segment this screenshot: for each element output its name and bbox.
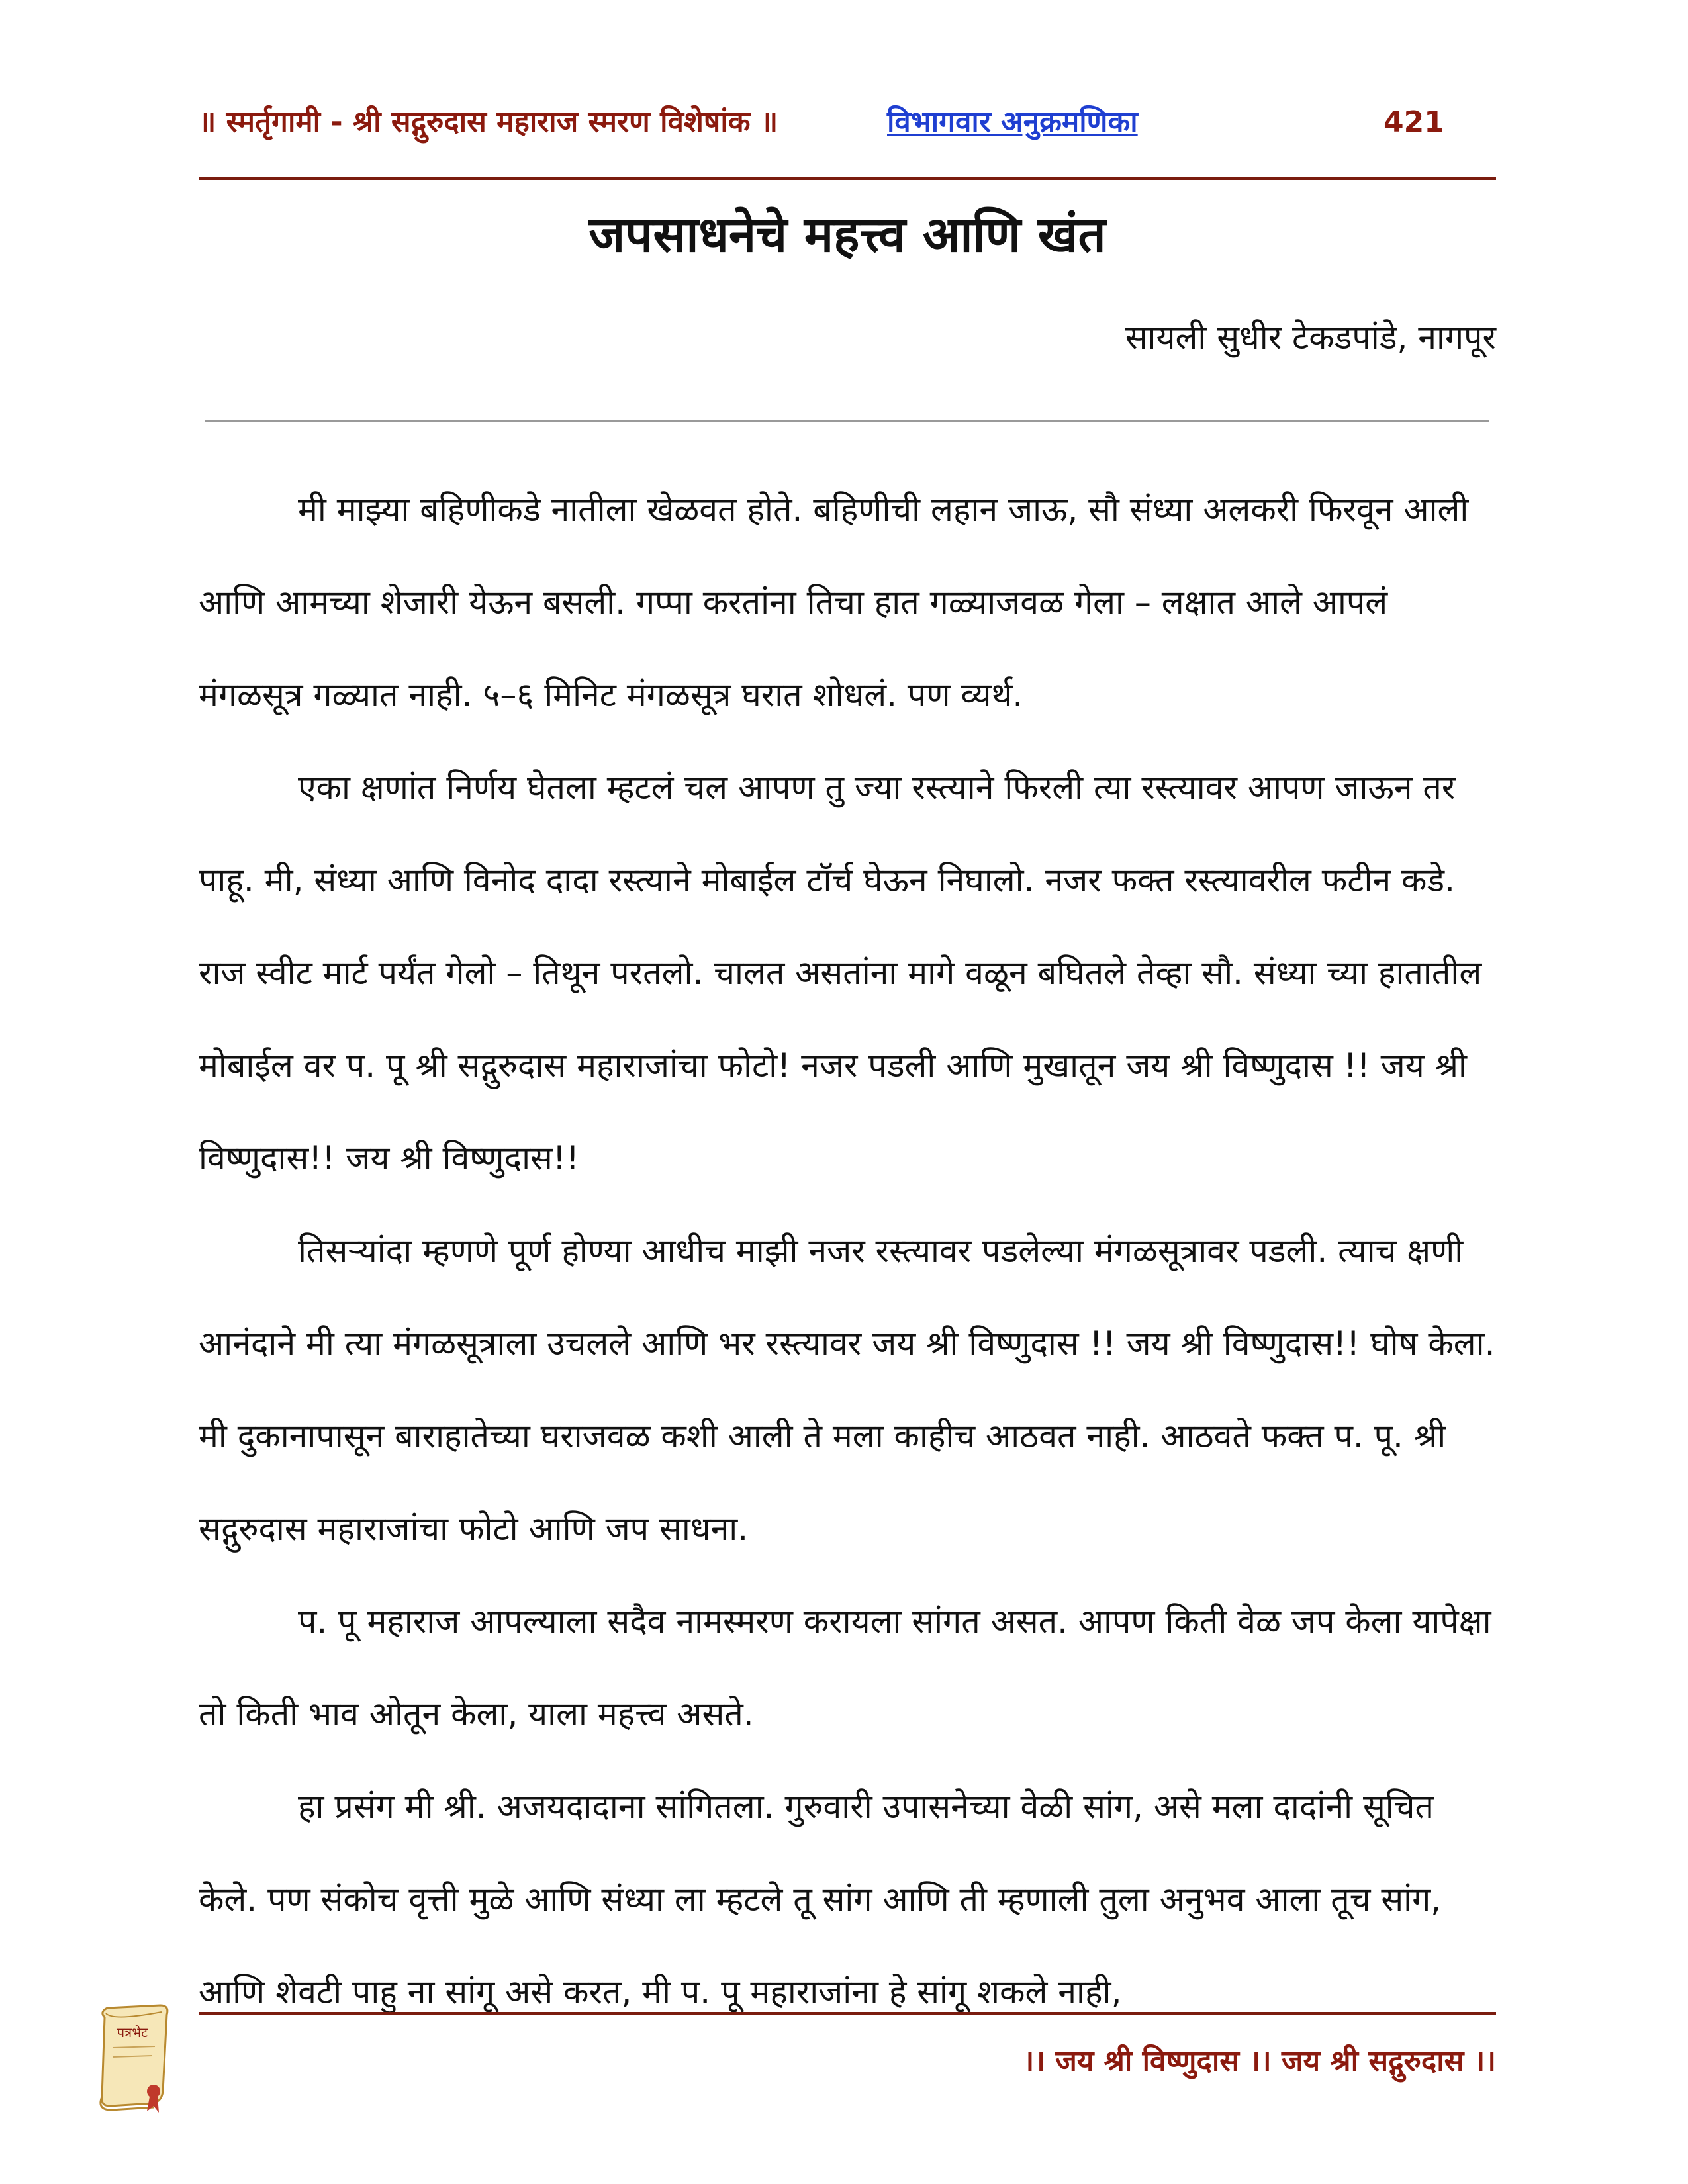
footer-motto: ।। जय श्री विष्णुदास ।। जय श्री सद्गुरुदास ।। xyxy=(1023,2044,1496,2078)
index-link[interactable]: विभागवार अनुक्रमणिका xyxy=(887,105,1138,139)
paragraph: हा प्रसंग मी श्री. अजयदादाना सांगितला. गुरुवारी उपासनेच्या वेळी सांग, असे मला दादांनी सूचित केले. पण संकोच वृत्ती मुळे आणि संध्या ला म्हटले तू सांग आणि ती म्हणाली तुला अनुभव आला तूच सांग, आणि शेवटी पाहु ना सांगू असे करत, मी प. पू महाराजांना हे सांगू शकले नाही, xyxy=(199,1788,1442,2011)
paragraph: तिसऱ्यांदा म्हणणे पूर्ण होण्या आधीच माझी नजर रस्त्यावर पडलेल्या मंगळसूत्रावर पडली. त्याच क्षणी आनंदाने मी त्या मंगळसूत्राला उचलले आणि भर रस्त्यावर जय श्री विष्णुदास !! जय श्री विष्णुदास!! घोष केला. मी दुकानापासून बाराहातेच्या घराजवळ कशी आली ते मला काहीच आठवत नाही. आठवते फक्त प. पू. श्री सद्गुरुदास महाराजांचा फोटो आणि जप साधना. xyxy=(199,1232,1495,1548)
paragraph: एका क्षणांत निर्णय घेतला म्हटलं चल आपण तु ज्या रस्त्याने फिरली त्या रस्त्यावर आपण जाऊन तर पाहू. मी, संध्या आणि विनोद दादा रस्त्याने मोबाईल टॉर्च घेऊन निघालो. नजर फक्त रस्त्यावरील फटीन कडे. राज स्वीट मार्ट पर्यंत गेलो – तिथून परतलो. चालत असतांना मागे वळून बघितले तेव्हा सौ. संध्या च्या हातातील मोबाईल वर प. पू श्री सद्गुरुदास महाराजांचा फोटो! नजर पडली आणि मुखातून जय श्री विष्णुदास !! जय श्री विष्णुदास!! जय श्री विष्णुदास!! xyxy=(199,768,1482,1177)
article-author: सायली सुधीर टेकडपांडे, नागपूर xyxy=(1125,318,1496,357)
page-header xyxy=(199,99,1496,146)
footer-divider xyxy=(199,2012,1496,2015)
page-number: 421 xyxy=(1383,105,1444,139)
scroll-icon xyxy=(93,1999,179,2118)
article-title: जपसाधनेचे महत्त्व आणि खंत xyxy=(588,206,1106,263)
article-body xyxy=(199,463,1496,2038)
title-divider xyxy=(205,420,1489,422)
paragraph: प. पू महाराज आपल्याला सदैव नामस्मरण करायला सांगत असत. आपण किती वेळ जप केला यापेक्षा तो किती भाव ओतून केला, याला महत्त्व असते. xyxy=(199,1602,1491,1733)
logo-text: पत्रभेट xyxy=(117,2025,148,2040)
paragraph: मी माझ्या बहिणीकडे नातीला खेळवत होते. बहिणीची लहान जाऊ, सौ संध्या अलकरी फिरवून आली आणि आमच्या शेजारी येऊन बसली. गप्पा करतांना तिचा हात गळ्याजवळ गेला – लक्षात आले आपलं मंगळसूत्र गळ्यात नाही. ५–६ मिनिट मंगळसूत्र घरात शोधलं. पण व्यर्थ. xyxy=(199,490,1469,714)
publication-title: ॥ स्मर्तृगामी - श्री सद्गुरुदास महाराज स्मरण विशेषांक ॥ xyxy=(199,105,778,139)
header-divider xyxy=(199,177,1496,180)
